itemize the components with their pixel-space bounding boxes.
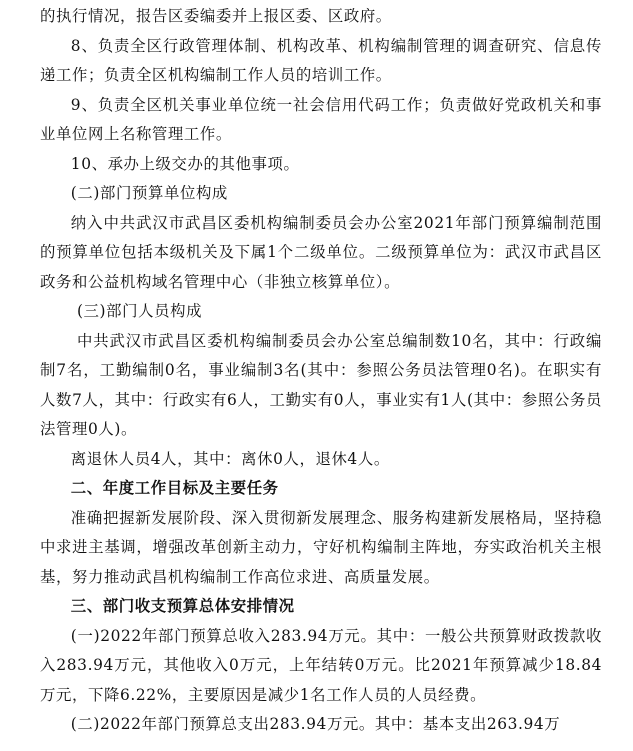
- paragraph-item-10: 10、承办上级交办的其他事项。: [70, 154, 300, 173]
- paragraph-personnel: 中共武汉市武昌区委机构编制委员会办公室总编制数10名，其中：行政编制7名，工勤编制0名，事业编制3名(其中：参照公务员法管理0名)。在职实有人数7人，其中：行政实有6人，工勤实有0人，事业实有1人(其中：参照公务员法管理0人)。: [40, 331, 602, 438]
- section-heading-budget-overview: 三、部门收支预算总体安排情况: [70, 597, 295, 615]
- paragraph-retirees: 离退休人员4人，其中：离休0人，退休4人。: [70, 449, 390, 468]
- paragraph-continuation: 的执行情况，报告区委编委并上报区委、区政府。: [40, 7, 392, 25]
- paragraph-item-9: 9、负责全区机关事业单位统一社会信用代码工作；负责做好党政机关和事业单位网上名称管理工作。: [40, 95, 602, 143]
- section-heading-goals: 二、年度工作目标及主要任务: [70, 479, 279, 497]
- subheading-personnel: (三)部门人员构成: [76, 302, 203, 320]
- paragraph-goals: 准确把握新发展阶段、深入贯彻新发展理念、服务构建新发展格局，坚持稳中求进主基调，增强改革创新主动力，守好机构编制主阵地，夯实政治机关主根基，努力推动武昌机构编制工作高位求进、高质量发展。: [40, 508, 602, 586]
- paragraph-item-8: 8、负责全区行政管理体制、机构改革、机构编制管理的调查研究、信息传递工作；负责全区机构编制工作人员的培训工作。: [40, 36, 602, 84]
- paragraph-total-income: (一)2022年部门预算总收入283.94万元。其中：一般公共预算财政拨款收入283.94万元，其他收入0万元，上年结转0万元。比2021年预算减少18.84万元，下降6.22%，主要原因是减少1名工作人员的人员经费。: [40, 626, 602, 704]
- paragraph-budget-units: 纳入中共武汉市武昌区委机构编制委员会办公室2021年部门预算编制范围的预算单位包括本级机关及下属1个二级单位。二级预算单位为：武汉市武昌区政务和公益机构域名管理中心（非独立核算单位）。: [40, 213, 602, 291]
- subheading-budget-units: (二)部门预算单位构成: [70, 184, 228, 202]
- document-page: [40, 2, 602, 740]
- paragraph-total-expenditure: (二)2022年部门预算总支出283.94万元。其中：基本支出263.94万: [70, 715, 561, 733]
